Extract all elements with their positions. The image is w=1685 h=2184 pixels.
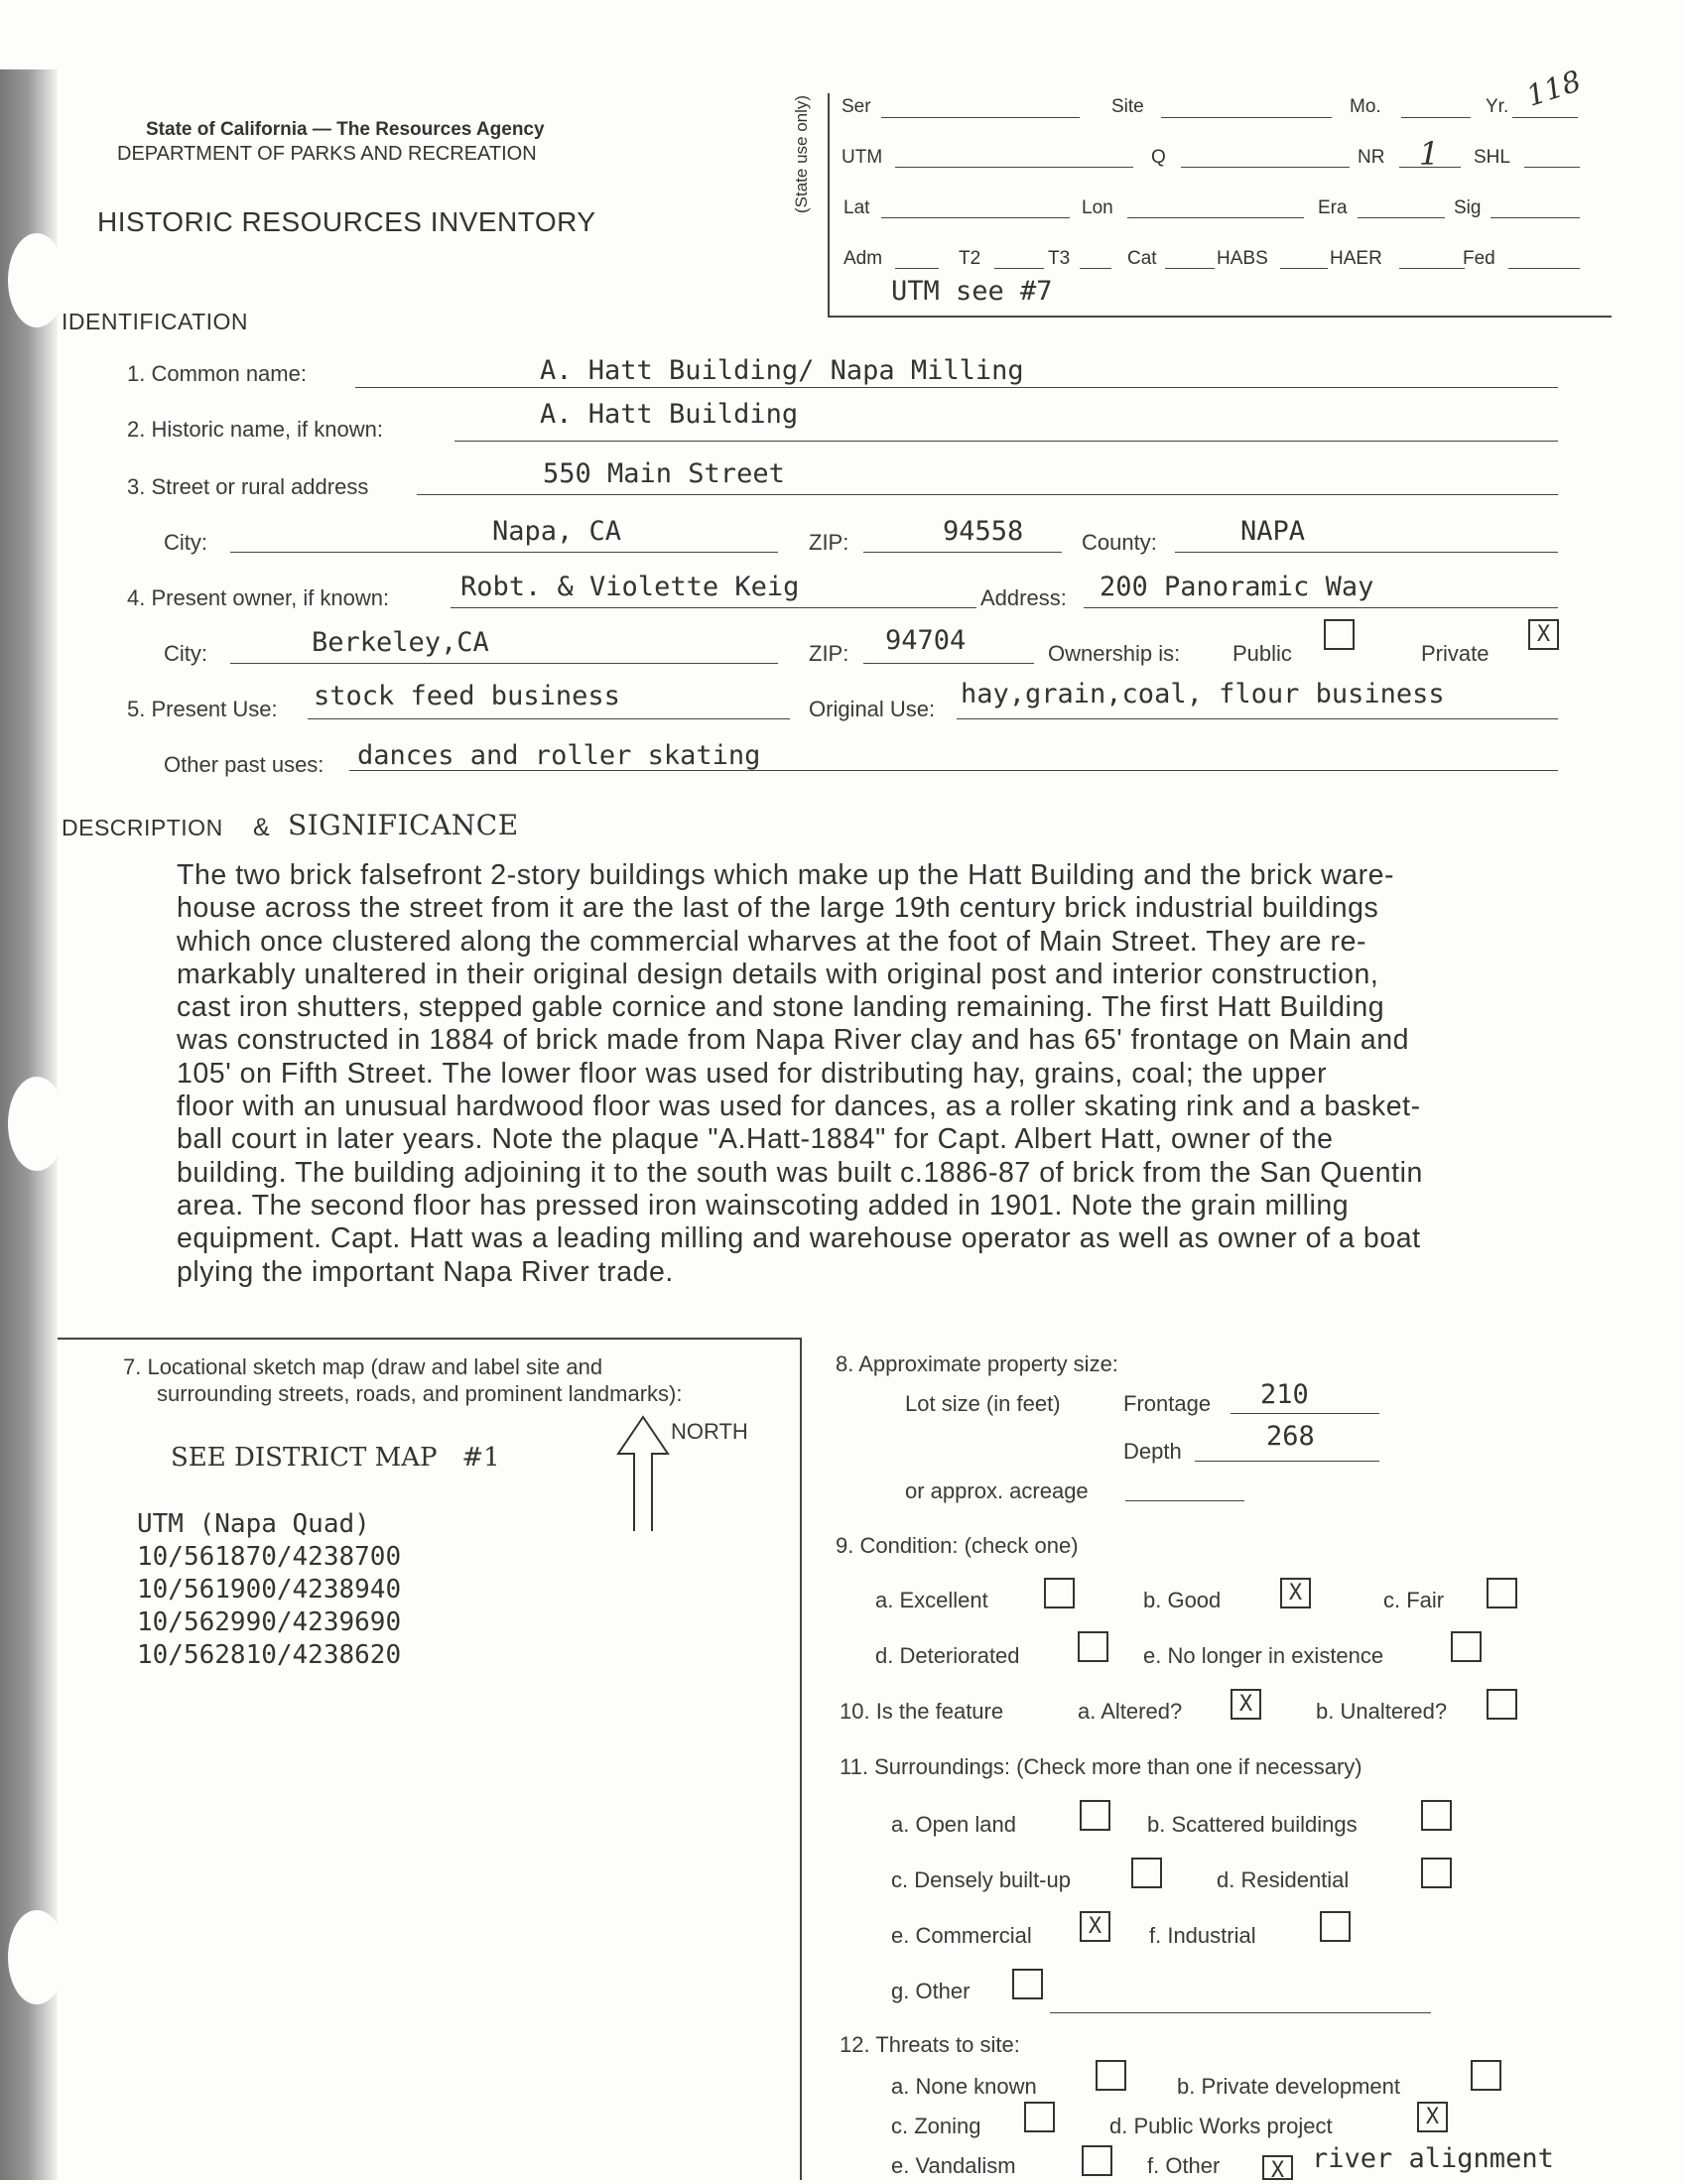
none-known-label: a. None known <box>891 2074 1037 2099</box>
scattered-label: b. Scattered buildings <box>1147 1812 1358 1837</box>
original-use-value: hay,grain,coal, flour business <box>961 679 1445 709</box>
private-checkbox[interactable]: X <box>1528 619 1559 650</box>
deteriorated-checkbox[interactable] <box>1078 1631 1108 1662</box>
mo-field[interactable] <box>1401 117 1471 118</box>
lot-size-label: Lot size (in feet) <box>905 1391 1061 1416</box>
state-use-label: (State use only) <box>792 94 811 213</box>
owner-zip-value: 94704 <box>885 625 967 656</box>
public-checkbox[interactable] <box>1324 619 1355 650</box>
zoning-checkbox[interactable] <box>1024 2102 1055 2132</box>
address-field[interactable] <box>417 494 1558 495</box>
era-field[interactable] <box>1358 217 1445 218</box>
ser-label: Ser <box>842 96 871 117</box>
other-threat-value: river alignment <box>1312 2143 1554 2174</box>
private-dev-checkbox[interactable] <box>1471 2060 1501 2091</box>
threats-label: 12. Threats to site: <box>840 2032 1020 2057</box>
description-line: The two brick falsefront 2-story buildings which make up the Hatt Building and the brick ware- <box>177 859 1395 891</box>
frontage-value: 210 <box>1260 1379 1309 1410</box>
other-surroundings-checkbox[interactable] <box>1012 1969 1043 1999</box>
zoning-label: c. Zoning <box>891 2114 981 2138</box>
vandalism-checkbox[interactable] <box>1082 2145 1112 2176</box>
county-value: NAPA <box>1240 516 1306 547</box>
description-line: was constructed in 1884 of brick made from Napa River clay and has 65' frontage on Main and <box>177 1024 1410 1057</box>
description-line: 105' on Fifth Street. The lower floor was used for distributing hay, grains, coal; the upper <box>177 1057 1328 1090</box>
ownership-label: Ownership is: <box>1048 641 1181 666</box>
fair-checkbox[interactable] <box>1487 1578 1517 1608</box>
city-field[interactable] <box>230 552 778 553</box>
description-line: which once clustered along the commercial wharves at the foot of Main Street. They are re- <box>177 925 1367 958</box>
owner-address-value: 200 Panoramic Way <box>1100 572 1374 602</box>
utm-note: UTM see #7 <box>891 276 1053 307</box>
none-known-checkbox[interactable] <box>1096 2060 1126 2091</box>
other-surroundings-field[interactable] <box>1050 2012 1431 2013</box>
nr-handwritten: 1 <box>1419 135 1440 173</box>
owner-city-label: City: <box>164 641 207 666</box>
utm-line: 10/562990/4239690 <box>137 1607 402 1637</box>
fed-field[interactable] <box>1508 268 1580 269</box>
owner-city-value: Berkeley,CA <box>312 627 489 658</box>
map-box-border <box>58 1338 802 1340</box>
good-label: b. Good <box>1143 1588 1222 1612</box>
t2-label: T2 <box>959 248 981 269</box>
q-label: Q <box>1151 147 1166 168</box>
original-use-field[interactable] <box>957 718 1558 719</box>
common-name-value: A. Hatt Building/ Napa Milling <box>540 355 1024 386</box>
map-label-cont: surrounding streets, roads, and prominent landmarks): <box>157 1381 683 1406</box>
present-use-value: stock feed business <box>314 681 620 711</box>
description-line: markably unaltered in their original design details with original post and interior construction, <box>177 958 1379 990</box>
address-label: 3. Street or rural address <box>127 474 369 499</box>
vandalism-label: e. Vandalism <box>891 2153 1016 2178</box>
identification-heading: IDENTIFICATION <box>62 309 249 334</box>
habs-field[interactable] <box>1280 268 1328 269</box>
lon-label: Lon <box>1082 197 1113 218</box>
owner-zip-field[interactable] <box>863 663 1034 664</box>
scattered-checkbox[interactable] <box>1421 1800 1452 1831</box>
nr-label: NR <box>1358 147 1385 168</box>
description-text <box>177 859 1606 1289</box>
habs-label: HABS <box>1217 248 1268 269</box>
t2-field[interactable] <box>994 268 1044 269</box>
historic-name-value: A. Hatt Building <box>540 399 799 430</box>
owner-label: 4. Present owner, if known: <box>127 585 390 610</box>
description-ampersand: & <box>253 814 270 841</box>
cat-field[interactable] <box>1165 268 1215 269</box>
other-threat-checkbox[interactable]: X <box>1262 2155 1293 2180</box>
public-works-checkbox[interactable]: X <box>1417 2102 1448 2132</box>
description-line: floor with an unusual hardwood floor was used for dances, as a roller skating rink and a basket- <box>177 1091 1421 1123</box>
map-label: 7. Locational sketch map (draw and label site and <box>123 1354 603 1379</box>
owner-city-field[interactable] <box>230 663 778 664</box>
agency-line: State of California — The Resources Agency <box>146 119 545 140</box>
private-dev-label: b. Private development <box>1177 2074 1401 2099</box>
description-line: house across the street from it are the last of the large 19th century brick industrial buildings <box>177 892 1379 925</box>
public-works-label: d. Public Works project <box>1109 2114 1333 2138</box>
yr-field[interactable] <box>1512 117 1578 118</box>
utm-field[interactable] <box>895 167 1133 168</box>
acreage-label: or approx. acreage <box>905 1478 1089 1503</box>
q-field[interactable] <box>1181 167 1350 168</box>
commercial-label: e. Commercial <box>891 1923 1032 1948</box>
north-arrow-icon <box>615 1414 671 1533</box>
industrial-label: f. Industrial <box>1149 1923 1256 1948</box>
surroundings-label: 11. Surroundings: (Check more than one if necessary) <box>840 1754 1362 1779</box>
owner-field[interactable] <box>451 607 976 608</box>
frontage-field[interactable] <box>1231 1413 1379 1414</box>
punch-hole <box>8 1077 65 1171</box>
department-name: DEPARTMENT OF PARKS AND RECREATION <box>117 143 537 165</box>
county-label: County: <box>1082 530 1157 555</box>
city-label: City: <box>164 530 207 555</box>
city-value: Napa, CA <box>492 516 622 547</box>
era-label: Era <box>1318 197 1348 218</box>
zip-label: ZIP: <box>809 530 849 555</box>
historic-name-field[interactable] <box>454 441 1558 442</box>
historic-name-label: 2. Historic name, if known: <box>127 417 383 442</box>
sig-label: Sig <box>1454 197 1482 218</box>
map-box-border <box>800 1338 802 2180</box>
address-value: 550 Main Street <box>543 458 785 489</box>
acreage-field[interactable] <box>1125 1500 1244 1501</box>
present-use-field[interactable] <box>308 718 790 719</box>
deteriorated-label: d. Deteriorated <box>875 1643 1020 1668</box>
sig-field[interactable] <box>1491 217 1580 218</box>
common-name-field[interactable] <box>355 387 1558 388</box>
haer-label: HAER <box>1330 248 1382 269</box>
utm-line: 10/562810/4238620 <box>137 1640 402 1670</box>
other-uses-value: dances and roller skating <box>357 740 761 771</box>
frontage-label: Frontage <box>1123 1391 1212 1416</box>
other-uses-label: Other past uses: <box>164 752 324 777</box>
utm-label: UTM <box>842 147 883 168</box>
unaltered-label: b. Unaltered? <box>1316 1699 1448 1724</box>
excellent-checkbox[interactable] <box>1044 1578 1075 1608</box>
excellent-label: a. Excellent <box>875 1588 988 1612</box>
cat-label: Cat <box>1127 248 1157 269</box>
site-label: Site <box>1111 96 1144 117</box>
district-map-note: SEE DISTRICT MAP #1 <box>171 1443 500 1473</box>
depth-value: 268 <box>1266 1421 1315 1452</box>
description-line: equipment. Capt. Hatt was a leading milling and warehouse operator as well as owner of a boat <box>177 1222 1421 1255</box>
private-label: Private <box>1421 641 1490 666</box>
open-land-label: a. Open land <box>891 1812 1016 1837</box>
other-surroundings-label: g. Other <box>891 1979 971 2003</box>
adm-label: Adm <box>843 248 883 269</box>
densely-label: c. Densely built-up <box>891 1867 1071 1892</box>
no-longer-label: e. No longer in existence <box>1143 1643 1384 1668</box>
description-line: area. The second floor has pressed iron wainscoting added in 1901. Note the grain milling <box>177 1189 1350 1221</box>
unaltered-checkbox[interactable] <box>1487 1689 1517 1720</box>
depth-field[interactable] <box>1195 1461 1379 1462</box>
county-field[interactable] <box>1175 552 1558 553</box>
lat-field[interactable] <box>881 217 1070 218</box>
fair-label: c. Fair <box>1383 1588 1445 1612</box>
fed-label: Fed <box>1463 248 1495 269</box>
other-threat-label: f. Other <box>1147 2153 1221 2178</box>
commercial-checkbox[interactable]: X <box>1080 1911 1110 1942</box>
t3-label: T3 <box>1048 248 1071 269</box>
description-heading: DESCRIPTION <box>62 815 223 840</box>
residential-label: d. Residential <box>1217 1867 1350 1892</box>
description-line: building. The building adjoining it to the south was built c.1886-87 of brick from the San Quentin <box>177 1156 1423 1189</box>
open-land-checkbox[interactable] <box>1080 1800 1110 1831</box>
zip-value: 94558 <box>943 516 1024 547</box>
utm-line: 10/561900/4238940 <box>137 1575 402 1605</box>
common-name-label: 1. Common name: <box>127 361 307 386</box>
yr-handwritten: 118 <box>1522 64 1586 113</box>
utm-list <box>137 1508 401 1672</box>
owner-value: Robt. & Violette Keig <box>460 572 800 602</box>
feature-label: 10. Is the feature <box>840 1699 1004 1724</box>
densely-checkbox[interactable] <box>1131 1858 1162 1888</box>
utm-line: 10/561870/4238700 <box>137 1542 402 1572</box>
significance-heading: SIGNIFICANCE <box>288 809 519 841</box>
mo-label: Mo. <box>1350 96 1381 117</box>
depth-label: Depth <box>1123 1439 1182 1464</box>
shl-label: SHL <box>1474 147 1510 168</box>
site-field[interactable] <box>1161 117 1332 118</box>
condition-label: 9. Condition: (check one) <box>836 1533 1079 1558</box>
yr-label: Yr. <box>1486 96 1509 117</box>
punch-hole <box>8 233 65 327</box>
form-title: HISTORIC RESOURCES INVENTORY <box>97 206 596 237</box>
shl-field[interactable] <box>1524 167 1580 168</box>
t3-field[interactable] <box>1080 268 1111 269</box>
description-line: ball court in later years. Note the plaque "A.Hatt-1884" for Capt. Albert Hatt, owner of the <box>177 1123 1334 1156</box>
zip-field[interactable] <box>863 552 1062 553</box>
residential-checkbox[interactable] <box>1421 1858 1452 1888</box>
industrial-checkbox[interactable] <box>1320 1911 1351 1942</box>
utm-line: UTM (Napa Quad) <box>137 1509 370 1539</box>
haer-field[interactable] <box>1399 268 1465 269</box>
state-box-border <box>828 93 830 317</box>
description-line: plying the important Napa River trade. <box>177 1255 674 1288</box>
state-box-border <box>828 316 1612 318</box>
no-longer-checkbox[interactable] <box>1451 1631 1482 1662</box>
lat-label: Lat <box>843 197 870 218</box>
lon-field[interactable] <box>1127 217 1304 218</box>
punch-hole <box>8 1910 65 2004</box>
owner-address-field[interactable] <box>1084 607 1558 608</box>
adm-field[interactable] <box>895 268 939 269</box>
description-line: cast iron shutters, stepped gable cornice and stone landing remaining. The first Hatt Building <box>177 991 1385 1024</box>
good-checkbox[interactable]: X <box>1280 1578 1311 1608</box>
public-label: Public <box>1232 641 1292 666</box>
altered-label: a. Altered? <box>1078 1699 1183 1724</box>
ser-field[interactable] <box>881 117 1080 118</box>
north-label: NORTH <box>671 1419 748 1444</box>
present-use-label: 5. Present Use: <box>127 697 278 721</box>
owner-zip-label: ZIP: <box>809 641 849 666</box>
altered-checkbox[interactable]: X <box>1231 1689 1261 1720</box>
original-use-label: Original Use: <box>809 697 936 721</box>
owner-address-label: Address: <box>980 585 1067 610</box>
property-size-label: 8. Approximate property size: <box>836 1351 1118 1376</box>
